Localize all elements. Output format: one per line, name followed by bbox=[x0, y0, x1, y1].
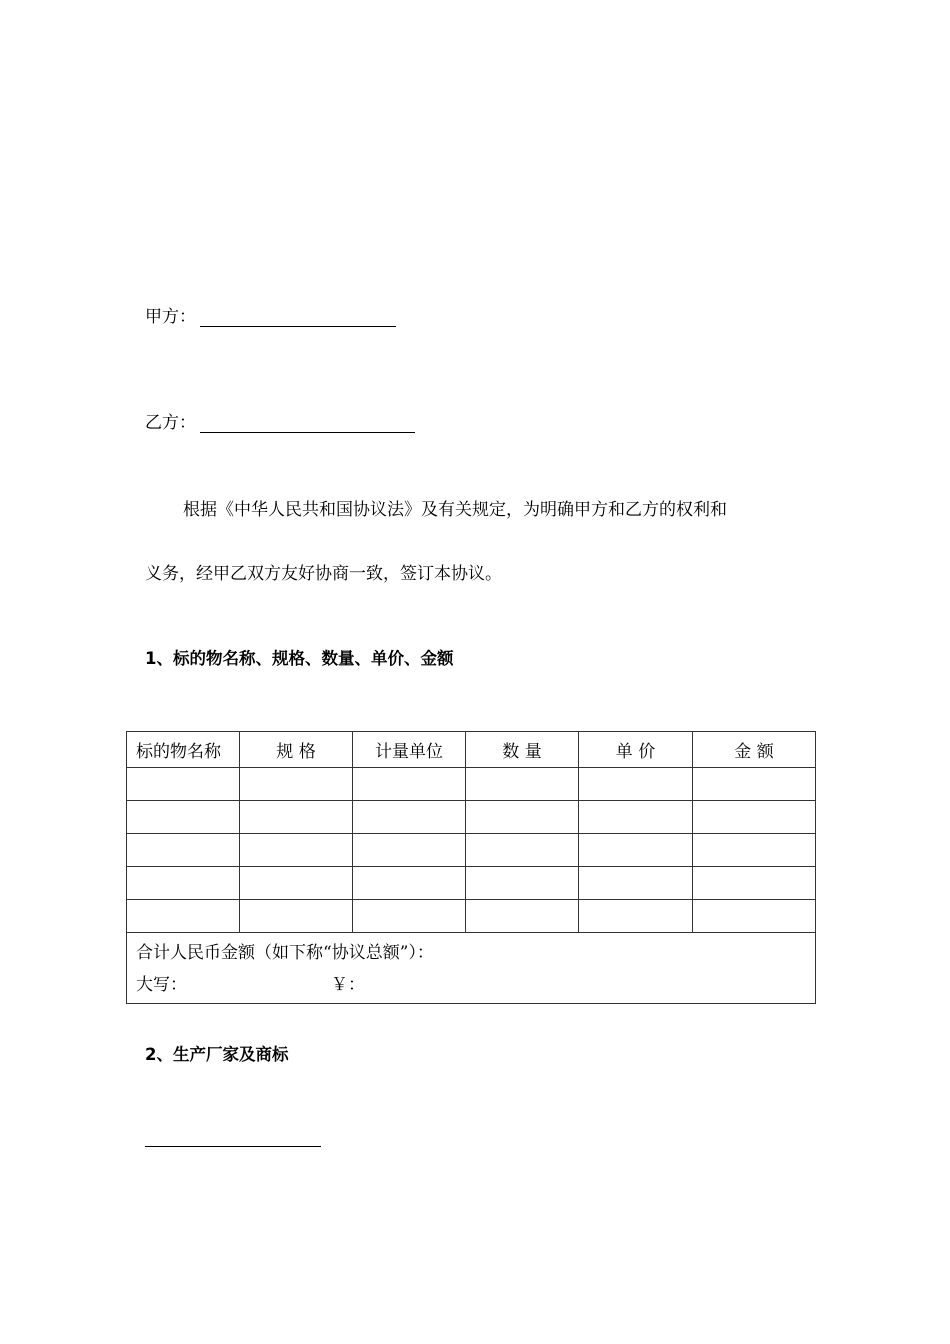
total-cell[interactable] bbox=[127, 933, 816, 1004]
table-cell[interactable] bbox=[240, 801, 353, 834]
table-cell[interactable] bbox=[466, 768, 579, 801]
table-row bbox=[127, 801, 816, 834]
table-cell[interactable] bbox=[240, 867, 353, 900]
table-cell[interactable] bbox=[127, 801, 240, 834]
footnote-separator bbox=[145, 1146, 321, 1147]
intro-line-2: 义务，经甲乙双方友好协商一致，签订本协议。 bbox=[145, 564, 502, 584]
table-cell[interactable] bbox=[466, 867, 579, 900]
table-cell[interactable] bbox=[466, 834, 579, 867]
table-cell[interactable] bbox=[579, 768, 693, 801]
party-a-label: 甲方： bbox=[145, 307, 196, 327]
total-label: 合计人民币金额（如下称“协议总额”）： bbox=[136, 943, 434, 963]
table-cell[interactable] bbox=[579, 867, 693, 900]
table-cell[interactable] bbox=[127, 768, 240, 801]
goods-table bbox=[126, 731, 816, 1004]
table-cell[interactable] bbox=[127, 834, 240, 867]
header-item-name: 标的物名称 bbox=[127, 732, 240, 768]
table-cell[interactable] bbox=[240, 834, 353, 867]
header-unit: 计量单位 bbox=[353, 732, 466, 768]
header-amount: 金 额 bbox=[693, 732, 816, 768]
table-cell[interactable] bbox=[579, 900, 693, 933]
table-total-row bbox=[127, 933, 816, 1004]
section2-heading: 2、生产厂家及商标 bbox=[145, 1045, 289, 1064]
table-cell[interactable] bbox=[127, 900, 240, 933]
table-row bbox=[127, 768, 816, 801]
table-cell[interactable] bbox=[693, 900, 816, 933]
table-cell[interactable] bbox=[240, 768, 353, 801]
party-a-row bbox=[145, 306, 396, 327]
intro-paragraph bbox=[145, 478, 815, 606]
table-cell[interactable] bbox=[353, 834, 466, 867]
table-cell[interactable] bbox=[579, 834, 693, 867]
table-cell[interactable] bbox=[353, 867, 466, 900]
table-cell[interactable] bbox=[466, 900, 579, 933]
table-cell[interactable] bbox=[353, 801, 466, 834]
header-unit-price: 单 价 bbox=[579, 732, 693, 768]
section1-heading: 1、标的物名称、规格、数量、单价、金额 bbox=[145, 649, 454, 668]
total-amount-line bbox=[136, 969, 806, 1001]
table-cell[interactable] bbox=[693, 801, 816, 834]
party-b-label: 乙方： bbox=[145, 413, 196, 433]
table-cell[interactable] bbox=[353, 900, 466, 933]
table-row bbox=[127, 900, 816, 933]
header-quantity: 数 量 bbox=[466, 732, 579, 768]
table-cell[interactable] bbox=[127, 867, 240, 900]
table-cell[interactable] bbox=[579, 801, 693, 834]
table-cell[interactable] bbox=[693, 834, 816, 867]
table-cell[interactable] bbox=[353, 768, 466, 801]
party-a-blank[interactable] bbox=[200, 306, 396, 327]
daxie-label: 大写： bbox=[136, 975, 187, 995]
intro-line-1: 根据《中华人民共和国协议法》及有关规定，为明确甲方和乙方的权利和 bbox=[183, 500, 727, 520]
table-header-row bbox=[127, 732, 816, 768]
table-cell[interactable] bbox=[693, 768, 816, 801]
party-b-blank[interactable] bbox=[200, 412, 415, 433]
table-cell[interactable] bbox=[466, 801, 579, 834]
yuan-label: ￥： bbox=[331, 975, 365, 995]
table-cell[interactable] bbox=[693, 867, 816, 900]
table-row bbox=[127, 834, 816, 867]
table-cell[interactable] bbox=[240, 900, 353, 933]
header-spec: 规 格 bbox=[240, 732, 353, 768]
party-b-row bbox=[145, 412, 415, 433]
table-row bbox=[127, 867, 816, 900]
